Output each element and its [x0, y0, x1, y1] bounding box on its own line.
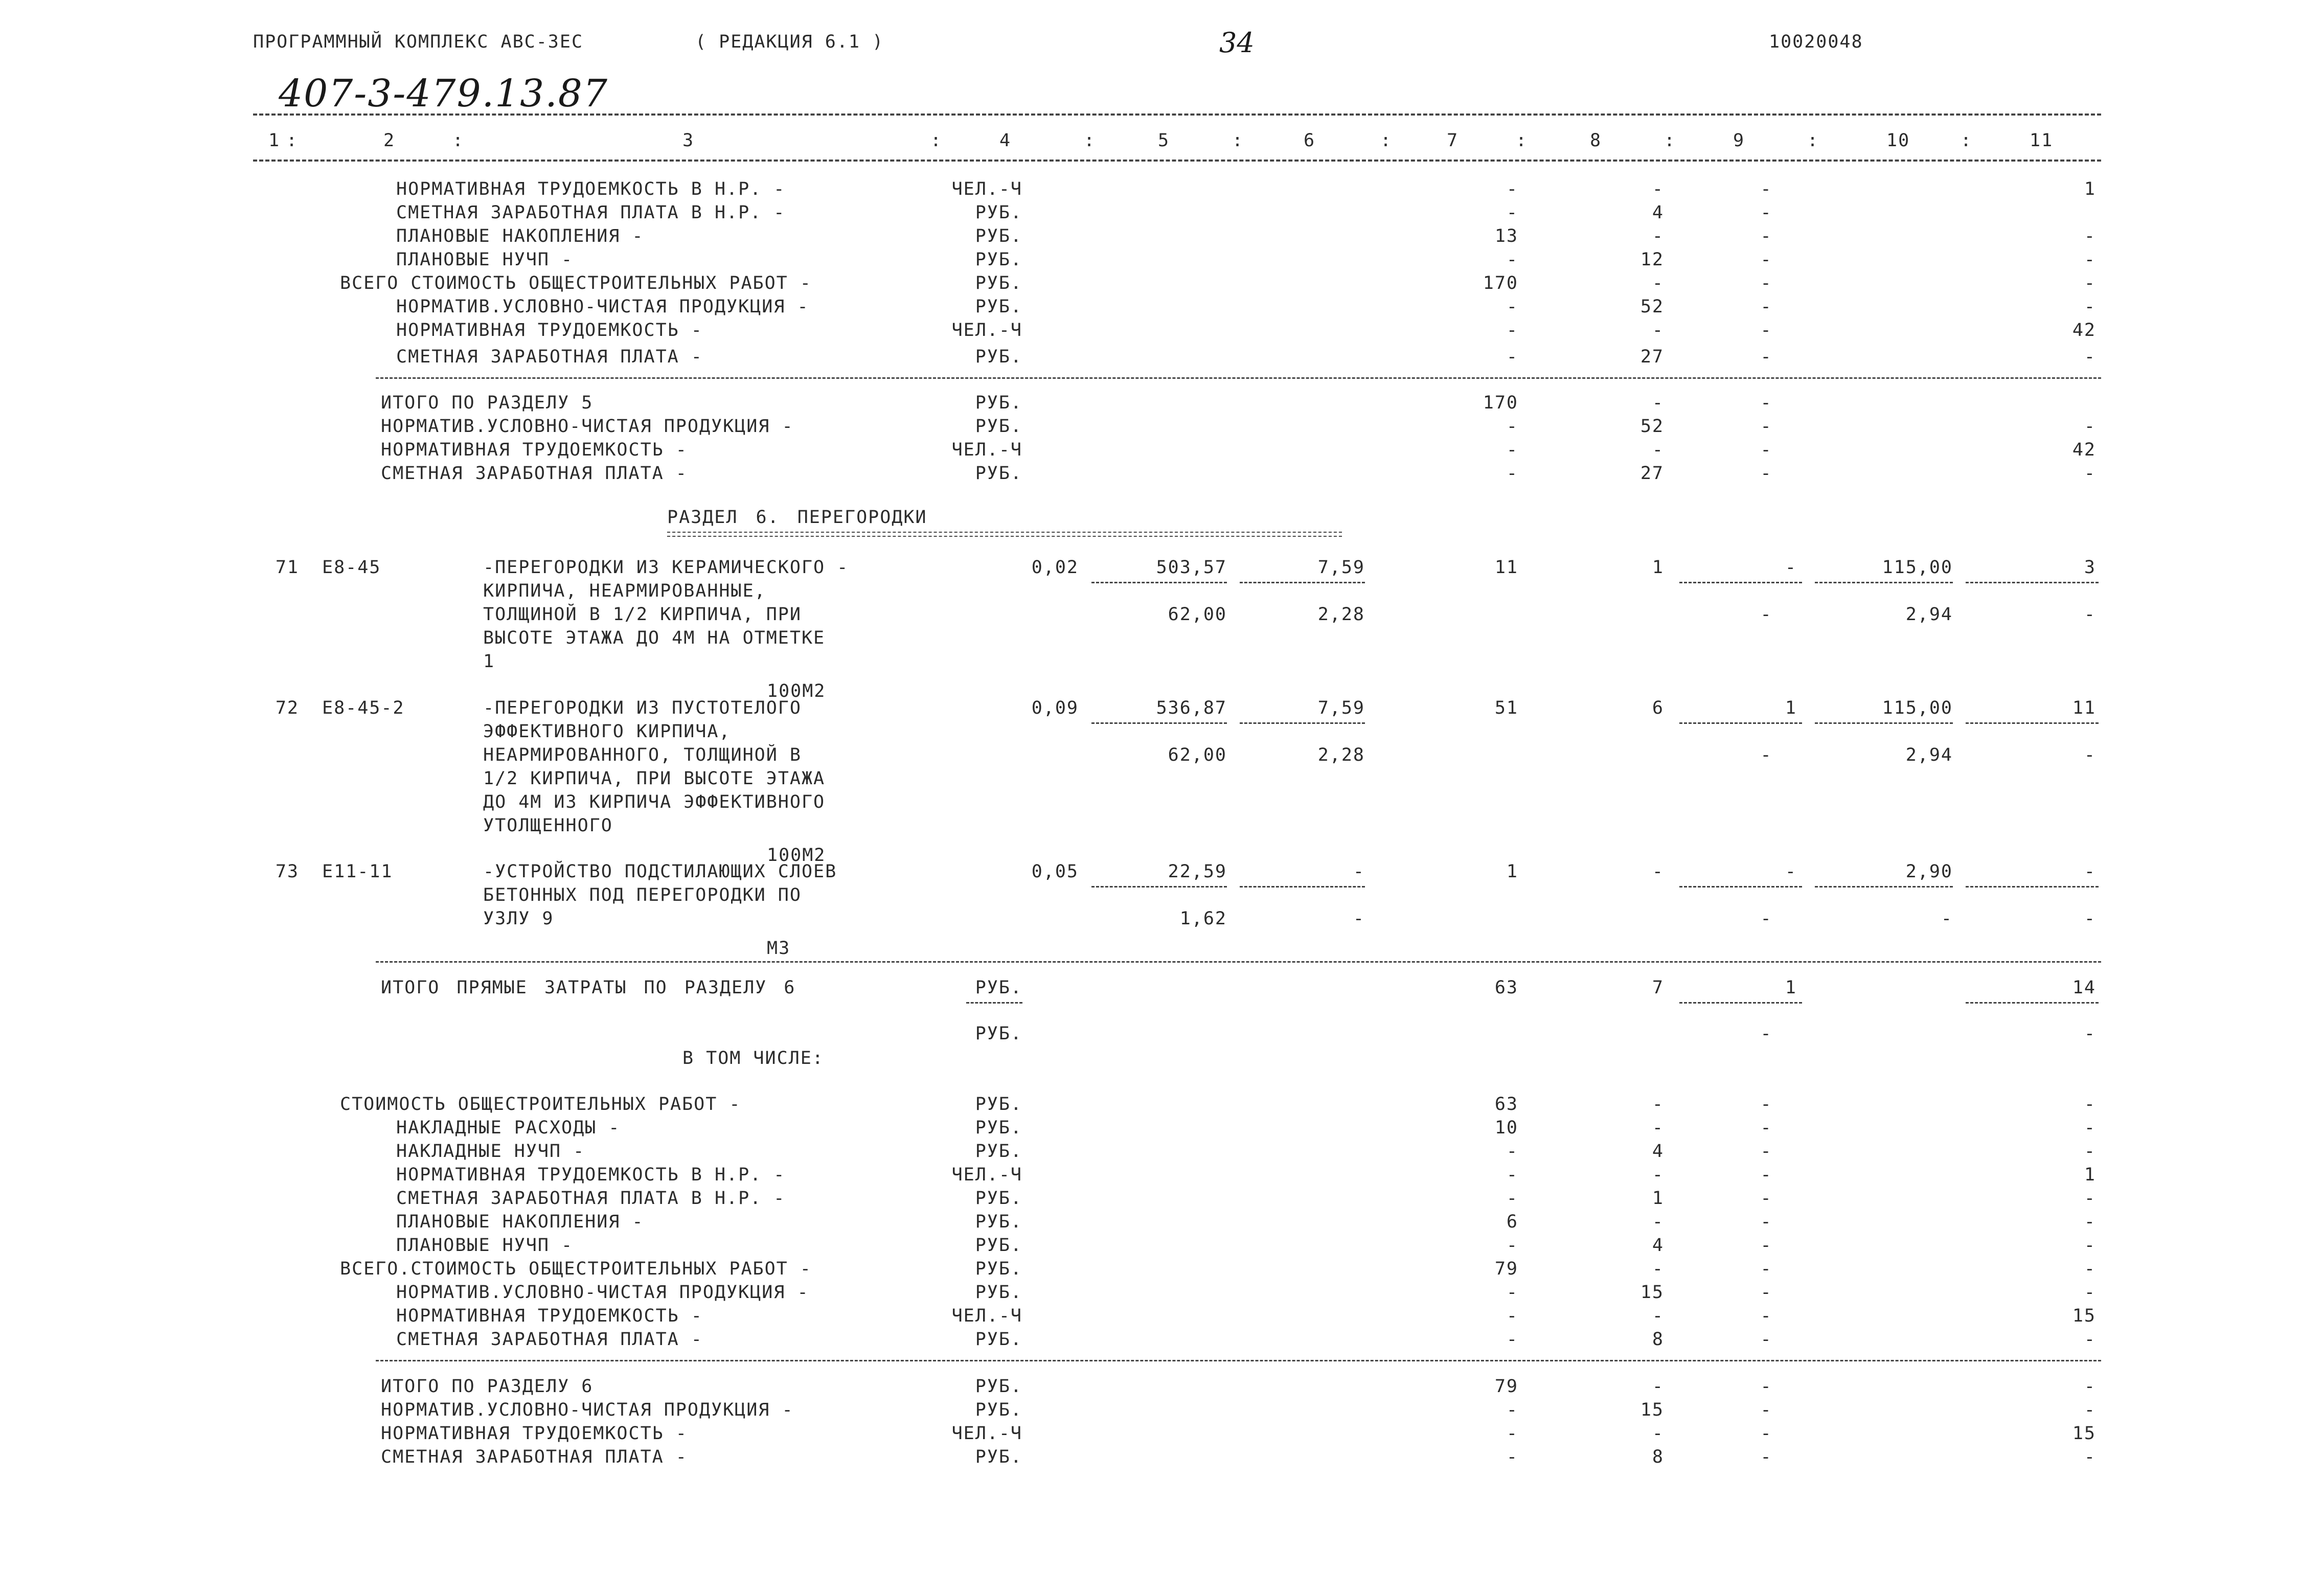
row-unit: ЧЕЛ.-Ч [951, 179, 1022, 199]
document-page: ПРОГРАММНЫЙ КОМПЛЕКС АВС-3ЕС ( РЕДАКЦИЯ 6.1 ) 34 10020048 407-3-479.13.87 1 : 2 : 3 : 4 : 5 : 6 : 7 : 8 : 9 : 10 : 11 НОРМАТИВНАЯ ТРУДОЕМКОСТЬ В Н.Р. - ЧЕЛ.-Ч - - - 1 СМЕТНАЯ ЗАРАБОТНАЯ ПЛАТА В Н.Р. - РУБ. - 4 - ПЛАНОВЫЕ НАКОПЛЕНИЯ - РУБ. 13 - - - ПЛАНОВЫЕ НУЧП - РУБ. - 12 - - ВСЕГО СТОИМОСТЬ ОБЩЕСТРОИТЕЛЬНЫХ РАБОТ - РУБ. 170 - - - НОРМАТИВ.УСЛОВНО-ЧИСТАЯ ПРОДУКЦИЯ - РУБ. - 52 - - НОРМАТИВНАЯ ТРУДОЕМКОСТЬ - ЧЕЛ.-Ч - - - 42 СМЕТНАЯ ЗАРАБОТНАЯ ПЛАТА - РУБ. - 27 - - ИТОГО ПО РАЗДЕЛУ 5 РУБ. 170 - - НОРМАТИВ.УСЛОВНО-ЧИСТАЯ ПРОДУКЦИЯ - РУБ. - 52 - - НОРМАТИВНАЯ ТРУДОЕМКОСТЬ - ЧЕЛ.-Ч - - - 42 СМЕТНАЯ ЗАРАБОТНАЯ ПЛАТА - РУБ. - 27 - - РАЗДЕЛ 6. ПЕРЕГОРОДКИ 71 Е8-45 -ПЕРЕГОРОДКИ ИЗ КЕРАМИЧЕСКОГО - КИРПИЧА, НЕАРМИРОВАННЫЕ, ТОЛЩИНОЙ В 1/2 КИРПИЧА, ПРИ ВЫСОТЕ ЭТАЖА ДО 4М НА ОТМЕТКЕ 1 100М2 0,02 503,57 7,59 11 1 - 115,00 3 62,00 2,28 - 2,94 - 72 Е8-45-2 -ПЕРЕГОРОДКИ ИЗ ПУСТОТЕЛОГО ЭФФЕКТИВНОГО КИРПИЧА, НЕАРМИРОВАННОГО, ТОЛЩИНОЙ В 1/2 КИРПИЧА, ПРИ ВЫСОТЕ ЭТАЖА ДО 4М ИЗ КИРПИЧА ЭФФЕКТИВНОГО УТОЛЩЕННОГО 100М2 0,09 536,87 7,59 51 6 1 115,00 11 62,00 2,28 - 2,94 - 73 Е11-11 -УСТРОЙСТВО ПОДСТИЛАЮЩИХ СЛОЕВ БЕТОННЫХ ПОД ПЕРЕГОРОДКИ ПО УЗЛУ 9 М3 0,05 22,59 - 1 - - 2,90 - 1,62 - - - - ИТОГО ПРЯМЫЕ ЗАТРАТЫ ПО РАЗДЕЛУ 6 РУБ. 63 7 1 14 РУБ. - - В ТОМ ЧИСЛЕ: СТОИМОСТЬ ОБЩЕСТРОИТЕЛЬНЫХ РАБОТ - РУБ. 63 - - - НАКЛАДНЫЕ РАСХОДЫ - РУБ. 10 - - - НАКЛАДНЫЕ НУЧП - РУБ. - 4 - - НОРМАТИВНАЯ ТРУДОЕМКОСТЬ В Н.Р. - ЧЕЛ.-Ч - - - 1 СМЕТНАЯ ЗАРАБОТНАЯ ПЛАТА В Н.Р. - РУБ. - 1 - - ПЛАНОВЫЕ НАКОПЛЕНИЯ - РУБ. 6 - - - ПЛАНОВЫЕ НУЧП - РУБ. - 4 - - ВСЕГО.СТОИМОСТЬ ОБЩЕСТРОИТЕЛЬНЫХ РАБОТ - РУБ. 79 - - - НОРМАТИВ.УСЛОВНО-ЧИСТАЯ ПРОДУКЦИЯ - РУБ. - 15 - - НОРМАТИВНАЯ ТРУДОЕМКОСТЬ - ЧЕЛ.-Ч - - - 15 СМЕТНАЯ ЗАРАБОТНАЯ ПЛАТА - РУБ. - 8 - - ИТОГО ПО РАЗДЕЛУ 6 РУБ. 79 - - - НОРМАТИВ.УСЛОВНО-ЧИСТАЯ ПРОДУКЦИЯ - РУБ. - 15 - - НОРМАТИВНАЯ ТРУДОЕМКОСТЬ - ЧЕЛ.-Ч - - - 15 СМЕТНАЯ ЗАРАБОТНАЯ ПЛАТА - РУБ. - 8 - - [0, 0, 2324, 1570]
cell-col11: - [2084, 226, 2096, 246]
including-label: В ТОМ ЧИСЛЕ: [682, 1048, 824, 1068]
cell-col11: - [2084, 1447, 2096, 1467]
cell-col7: - [1506, 440, 1518, 460]
cell-col7: - [1506, 1306, 1518, 1326]
cell-col9: - [1785, 557, 1797, 578]
cell-col8: 6 [1652, 698, 1664, 718]
cell-col7: 11 [1494, 557, 1518, 578]
cell-col11: - [2084, 861, 2096, 882]
row-unit: ЧЕЛ.-Ч [951, 440, 1022, 460]
item-number: 72 [275, 698, 299, 718]
cell-quantity: 0,09 [1031, 698, 1079, 718]
split-rule [1815, 722, 1953, 724]
row-label: ПЛАНОВЫЕ НУЧП - [396, 1235, 574, 1256]
item-description-line: НЕАРМИРОВАННОГО, ТОЛЩИНОЙ В [483, 745, 802, 765]
cell-col7: - [1506, 1329, 1518, 1350]
row-label: НОРМАТИВНАЯ ТРУДОЕМКОСТЬ - [396, 1306, 703, 1326]
cell-col7: 79 [1494, 1259, 1518, 1279]
row-label: НОРМАТИВ.УСЛОВНО-ЧИСТАЯ ПРОДУКЦИЯ - [381, 416, 794, 437]
cell-col7: 6 [1506, 1212, 1518, 1232]
split-rule [1679, 886, 1802, 888]
cell-col11: - [2084, 463, 2096, 484]
cell-col11: - [2084, 416, 2096, 437]
item-measure-unit: 100М2 [767, 845, 826, 866]
cell-col7: 63 [1494, 977, 1518, 998]
col-4: 4 [999, 130, 1012, 151]
cell-col9: - [1760, 1235, 1772, 1256]
cell-col9: - [1760, 1376, 1772, 1397]
item-description-line: ДО 4М ИЗ КИРПИЧА ЭФФЕКТИВНОГО [483, 792, 826, 812]
item-description-line: КИРПИЧА, НЕАРМИРОВАННЫЕ, [483, 581, 766, 601]
row-unit: РУБ. [975, 1447, 1022, 1467]
cell-col11: - [2084, 1188, 2096, 1209]
item-number: 71 [275, 557, 299, 578]
item-description-line: УЗЛУ 9 [483, 908, 554, 929]
row-label: НОРМАТИВНАЯ ТРУДОЕМКОСТЬ В Н.Р. - [396, 1165, 786, 1185]
split-rule [1091, 886, 1227, 888]
cell-col9-sub: - [1760, 1023, 1772, 1044]
cell-col7: 79 [1494, 1376, 1518, 1397]
cell-col9: - [1760, 1188, 1772, 1209]
cell-col7: - [1506, 416, 1518, 437]
row-label: ПЛАНОВЫЕ НАКОПЛЕНИЯ - [396, 226, 644, 246]
row-label: СМЕТНАЯ ЗАРАБОТНАЯ ПЛАТА - [381, 463, 688, 484]
item-measure-unit: 100М2 [767, 681, 826, 701]
row-label: СМЕТНАЯ ЗАРАБОТНАЯ ПЛАТА В Н.Р. - [396, 202, 786, 223]
cell-col9: - [1760, 393, 1772, 413]
cell-col9-sub: - [1760, 745, 1772, 765]
cell-col7: - [1506, 202, 1518, 223]
col-8: 8 [1590, 130, 1602, 151]
row-unit: РУБ. [975, 226, 1022, 246]
cell-col8: - [1652, 1094, 1664, 1114]
cell-col11: - [2084, 249, 2096, 270]
cell-col11: - [2084, 1094, 2096, 1114]
cell-col7: - [1506, 249, 1518, 270]
cell-col8: - [1652, 393, 1664, 413]
col-11: 11 [2030, 130, 2054, 151]
col-7: 7 [1447, 130, 1459, 151]
item-description-line: 1/2 КИРПИЧА, ПРИ ВЫСОТЕ ЭТАЖА [483, 768, 826, 789]
cell-col7: - [1506, 1188, 1518, 1209]
cell-col6-wage: 2,28 [1317, 745, 1365, 765]
cell-col7: - [1506, 347, 1518, 367]
cell-col11: 11 [2072, 698, 2096, 718]
item-measure-unit: М3 [767, 938, 791, 959]
row-unit: РУБ. [975, 297, 1022, 317]
row-label: НОРМАТИВНАЯ ТРУДОЕМКОСТЬ - [396, 320, 703, 340]
cell-col6: 7,59 [1317, 557, 1365, 578]
cell-col6-wage: 2,28 [1317, 604, 1365, 625]
cell-col7: - [1506, 1282, 1518, 1303]
cell-col11: 42 [2072, 320, 2096, 340]
row-unit: РУБ. [975, 977, 1022, 998]
cell-col8: 15 [1640, 1400, 1664, 1420]
row-unit: РУБ. [975, 1188, 1022, 1209]
row-unit: РУБ. [975, 1235, 1022, 1256]
row-label: СМЕТНАЯ ЗАРАБОТНАЯ ПЛАТА - [396, 1329, 703, 1350]
row-label: НОРМАТИВНАЯ ТРУДОЕМКОСТЬ - [381, 1423, 688, 1444]
row-label: СМЕТНАЯ ЗАРАБОТНАЯ ПЛАТА В Н.Р. - [396, 1188, 786, 1209]
cell-col11: 42 [2072, 440, 2096, 460]
cell-col11: - [2084, 1212, 2096, 1232]
cell-col8: - [1652, 1212, 1664, 1232]
cell-col9: - [1785, 861, 1797, 882]
cell-col8: 27 [1640, 463, 1664, 484]
row-label: НОРМАТИВ.УСЛОВНО-ЧИСТАЯ ПРОДУКЦИЯ - [396, 1282, 809, 1303]
row-unit: РУБ. [975, 1329, 1022, 1350]
cell-col9: - [1760, 1447, 1772, 1467]
cell-col8: - [1652, 273, 1664, 293]
cell-col8: 4 [1652, 202, 1664, 223]
cell-unit-price: 22,59 [1168, 861, 1227, 882]
cell-col8: 52 [1640, 416, 1664, 437]
cell-col7: 13 [1494, 226, 1518, 246]
cell-col11: - [2084, 1376, 2096, 1397]
row-label: ВСЕГО.СТОИМОСТЬ ОБЩЕСТРОИТЕЛЬНЫХ РАБОТ - [340, 1259, 812, 1279]
cell-col9: - [1760, 463, 1772, 484]
cell-quantity: 0,05 [1031, 861, 1079, 882]
cell-col11: - [2084, 1141, 2096, 1162]
cell-col8: 7 [1652, 977, 1664, 998]
header-bottom-rule [253, 160, 2101, 162]
row-unit: РУБ. [975, 393, 1022, 413]
split-rule [1679, 582, 1802, 583]
row-unit: РУБ. [975, 1282, 1022, 1303]
row-label: СТОИМОСТЬ ОБЩЕСТРОИТЕЛЬНЫХ РАБОТ - [340, 1094, 741, 1114]
split-rule [1966, 582, 2099, 583]
cell-col9: - [1760, 202, 1772, 223]
cell-col11: - [2084, 273, 2096, 293]
row-unit: РУБ. [975, 463, 1022, 484]
cell-col10-wage: 2,94 [1905, 604, 1953, 625]
cell-col11: - [2084, 1282, 2096, 1303]
col-6: 6 [1304, 130, 1316, 151]
split-rule [1815, 582, 1953, 583]
cell-col9: - [1760, 440, 1772, 460]
split-rule [1815, 886, 1953, 888]
cell-col9: - [1760, 249, 1772, 270]
row-label: НАКЛАДНЫЕ НУЧП - [396, 1141, 585, 1162]
row-unit: РУБ. [975, 1118, 1022, 1138]
row-label: НОРМАТИВНАЯ ТРУДОЕМКОСТЬ В Н.Р. - [396, 179, 786, 199]
cell-col11: - [2084, 1329, 2096, 1350]
item-description-line: БЕТОННЫХ ПОД ПЕРЕГОРОДКИ ПО [483, 885, 802, 905]
cell-col8: 15 [1640, 1282, 1664, 1303]
cell-col8: - [1652, 1259, 1664, 1279]
cell-col11: - [2084, 1259, 2096, 1279]
cell-col9: - [1760, 297, 1772, 317]
cell-col8: 12 [1640, 249, 1664, 270]
split-rule [1091, 582, 1227, 583]
cell-col10-wage: - [1941, 908, 1953, 929]
cell-col6: - [1353, 861, 1365, 882]
row-unit: ЧЕЛ.-Ч [951, 1306, 1022, 1326]
cell-col9: 1 [1785, 698, 1797, 718]
cell-col11-sub: - [2084, 604, 2096, 625]
cell-col8: 52 [1640, 297, 1664, 317]
row-unit: РУБ. [975, 1023, 1022, 1044]
page-number: 34 [1219, 27, 1255, 59]
cell-col7: - [1506, 463, 1518, 484]
handwritten-project-code: 407-3-479.13.87 [279, 72, 608, 116]
row-unit: ЧЕЛ.-Ч [951, 320, 1022, 340]
row-unit: РУБ. [975, 416, 1022, 437]
row-unit: РУБ. [975, 1259, 1022, 1279]
section5-total-rule [376, 377, 2101, 379]
cell-col8: 8 [1652, 1447, 1664, 1467]
col-5: 5 [1158, 130, 1170, 151]
section6-title: РАЗДЕЛ 6. ПЕРЕГОРОДКИ [667, 507, 927, 528]
row-unit: РУБ. [975, 273, 1022, 293]
cell-col9: - [1760, 1118, 1772, 1138]
row-label: ИТОГО ПО РАЗДЕЛУ 6 [381, 1376, 594, 1397]
col-3: 3 [682, 130, 695, 151]
split-rule [1966, 722, 2099, 724]
split-rule [1679, 1002, 1802, 1004]
cell-col9: - [1760, 1259, 1772, 1279]
cell-col9: - [1760, 347, 1772, 367]
row-label: НОРМАТИВ.УСЛОВНО-ЧИСТАЯ ПРОДУКЦИЯ - [396, 297, 809, 317]
cell-col8: - [1652, 861, 1664, 882]
cell-col10: 2,90 [1905, 861, 1953, 882]
item-description-line: -УСТРОЙСТВО ПОДСТИЛАЮЩИХ СЛОЕВ [483, 861, 837, 882]
cell-col7: 170 [1483, 273, 1518, 293]
row-label: СМЕТНАЯ ЗАРАБОТНАЯ ПЛАТА - [396, 347, 703, 367]
cell-col11: - [2084, 1118, 2096, 1138]
cell-col8: - [1652, 440, 1664, 460]
cell-col11: - [2084, 347, 2096, 367]
row-label: ИТОГО ПО РАЗДЕЛУ 5 [381, 393, 594, 413]
cell-col9: - [1760, 1423, 1772, 1444]
cell-col7: - [1506, 179, 1518, 199]
cell-col9: - [1760, 1165, 1772, 1185]
cell-wage-price: 62,00 [1168, 604, 1227, 625]
cell-col8: - [1652, 1165, 1664, 1185]
cell-col7: 63 [1494, 1094, 1518, 1114]
table-top-rule [253, 113, 2101, 116]
col-10: 10 [1886, 130, 1910, 151]
cell-col9: - [1760, 273, 1772, 293]
row-unit: РУБ. [975, 347, 1022, 367]
row-unit: РУБ. [975, 1376, 1022, 1397]
cell-col8: 1 [1652, 557, 1664, 578]
edition: ( РЕДАКЦИЯ 6.1 ) [695, 32, 884, 52]
split-rule [966, 1002, 1022, 1004]
split-rule [1240, 886, 1365, 888]
cell-col11-sub: - [2084, 745, 2096, 765]
row-label: НОРМАТИВНАЯ ТРУДОЕМКОСТЬ - [381, 440, 688, 460]
cell-col8: - [1652, 1376, 1664, 1397]
cell-col8: - [1652, 226, 1664, 246]
cell-col11: 15 [2072, 1423, 2096, 1444]
cell-unit-price: 503,57 [1156, 557, 1227, 578]
split-rule [1966, 886, 2099, 888]
cell-col7: - [1506, 1165, 1518, 1185]
item-description-line: УТОЛЩЕННОГО [483, 815, 613, 836]
cell-col7: - [1506, 1447, 1518, 1467]
cell-col9: - [1760, 1329, 1772, 1350]
section6-title-underline [667, 532, 1342, 537]
cell-col10-wage: 2,94 [1905, 745, 1953, 765]
cell-col7: - [1506, 297, 1518, 317]
row-unit: РУБ. [975, 1094, 1022, 1114]
item-description-line: ВЫСОТЕ ЭТАЖА ДО 4М НА ОТМЕТКЕ [483, 628, 826, 648]
cell-col8: 8 [1652, 1329, 1664, 1350]
row-label: НОРМАТИВ.УСЛОВНО-ЧИСТАЯ ПРОДУКЦИЯ - [381, 1400, 794, 1420]
cell-col8: 1 [1652, 1188, 1664, 1209]
row-label: ИТОГО ПРЯМЫЕ ЗАТРАТЫ ПО РАЗДЕЛУ 6 [381, 977, 796, 998]
row-unit: ЧЕЛ.-Ч [951, 1423, 1022, 1444]
cell-col8: - [1652, 1423, 1664, 1444]
item-number: 73 [275, 861, 299, 882]
cell-col11: - [2084, 1400, 2096, 1420]
cell-unit-price: 536,87 [1156, 698, 1227, 718]
cell-quantity: 0,02 [1031, 557, 1079, 578]
cell-col10: 115,00 [1882, 698, 1953, 718]
cell-wage-price: 62,00 [1168, 745, 1227, 765]
cell-col9: - [1760, 1306, 1772, 1326]
cell-col11-sub: - [2084, 908, 2096, 929]
item-code: Е11-11 [322, 861, 393, 882]
cell-col7: 170 [1483, 393, 1518, 413]
program-name: ПРОГРАММНЫЙ КОМПЛЕКС АВС-3ЕС [253, 32, 584, 52]
cell-col9: - [1760, 226, 1772, 246]
col-1: 1 [268, 130, 281, 151]
cell-col7: - [1506, 1141, 1518, 1162]
cell-col9: - [1760, 320, 1772, 340]
cell-col11: 3 [2084, 557, 2096, 578]
cell-col9: - [1760, 416, 1772, 437]
row-label: ВСЕГО СТОИМОСТЬ ОБЩЕСТРОИТЕЛЬНЫХ РАБОТ - [340, 273, 812, 293]
item-code: Е8-45-2 [322, 698, 405, 718]
cell-wage-price: 1,62 [1179, 908, 1227, 929]
col-2: 2 [383, 130, 396, 151]
row-unit: ЧЕЛ.-Ч [951, 1165, 1022, 1185]
cell-col8: - [1652, 1306, 1664, 1326]
row-unit: РУБ. [975, 202, 1022, 223]
cell-col8: - [1652, 320, 1664, 340]
cell-col11-sub: - [2084, 1023, 2096, 1044]
cell-col9: - [1760, 1212, 1772, 1232]
cell-col10: 115,00 [1882, 557, 1953, 578]
cell-col9: - [1760, 1400, 1772, 1420]
row-unit: РУБ. [975, 249, 1022, 270]
row-label: СМЕТНАЯ ЗАРАБОТНАЯ ПЛАТА - [381, 1447, 688, 1467]
row-unit: РУБ. [975, 1212, 1022, 1232]
cell-col11: 1 [2084, 1165, 2096, 1185]
row-unit: РУБ. [975, 1400, 1022, 1420]
cell-col9-sub: - [1760, 604, 1772, 625]
cell-col8: - [1652, 179, 1664, 199]
cell-col7: 51 [1494, 698, 1518, 718]
split-rule [1679, 722, 1802, 724]
cell-col6: 7,59 [1317, 698, 1365, 718]
cell-col9: - [1760, 1282, 1772, 1303]
split-rule [1966, 1002, 2099, 1004]
cell-col6-wage: - [1353, 908, 1365, 929]
cell-col8: 4 [1652, 1235, 1664, 1256]
direct-costs-rule [376, 961, 2101, 963]
section6-total-rule [376, 1360, 2101, 1361]
item-description-line: -ПЕРЕГОРОДКИ ИЗ ПУСТОТЕЛОГО [483, 698, 802, 718]
row-label: ПЛАНОВЫЕ НАКОПЛЕНИЯ - [396, 1212, 644, 1232]
split-rule [1240, 722, 1365, 724]
cell-col8: 27 [1640, 347, 1664, 367]
item-description-line: -ПЕРЕГОРОДКИ ИЗ КЕРАМИЧЕСКОГО - [483, 557, 849, 578]
cell-col11: 15 [2072, 1306, 2096, 1326]
cell-col9: - [1760, 1094, 1772, 1114]
document-code: 10020048 [1769, 32, 1863, 52]
col-9: 9 [1733, 130, 1745, 151]
item-description-line: ЭФФЕКТИВНОГО КИРПИЧА, [483, 721, 731, 742]
row-label: НАКЛАДНЫЕ РАСХОДЫ - [396, 1118, 621, 1138]
cell-col11: - [2084, 1235, 2096, 1256]
split-rule [1240, 582, 1365, 583]
cell-col11: - [2084, 297, 2096, 317]
cell-col8: - [1652, 1118, 1664, 1138]
cell-col11: 14 [2072, 977, 2096, 998]
cell-col11: 1 [2084, 179, 2096, 199]
row-unit: РУБ. [975, 1141, 1022, 1162]
cell-col7: 10 [1494, 1118, 1518, 1138]
cell-col9: - [1760, 179, 1772, 199]
cell-col9: 1 [1785, 977, 1797, 998]
cell-col9-sub: - [1760, 908, 1772, 929]
item-code: Е8-45 [322, 557, 381, 578]
item-description-line: 1 [483, 651, 495, 672]
cell-col8: 4 [1652, 1141, 1664, 1162]
item-description-line: ТОЛЩИНОЙ В 1/2 КИРПИЧА, ПРИ [483, 604, 802, 625]
cell-col7: 1 [1506, 861, 1518, 882]
cell-col7: - [1506, 320, 1518, 340]
split-rule [1091, 722, 1227, 724]
cell-col7: - [1506, 1400, 1518, 1420]
row-label: ПЛАНОВЫЕ НУЧП - [396, 249, 574, 270]
cell-col7: - [1506, 1235, 1518, 1256]
cell-col9: - [1760, 1141, 1772, 1162]
cell-col7: - [1506, 1423, 1518, 1444]
